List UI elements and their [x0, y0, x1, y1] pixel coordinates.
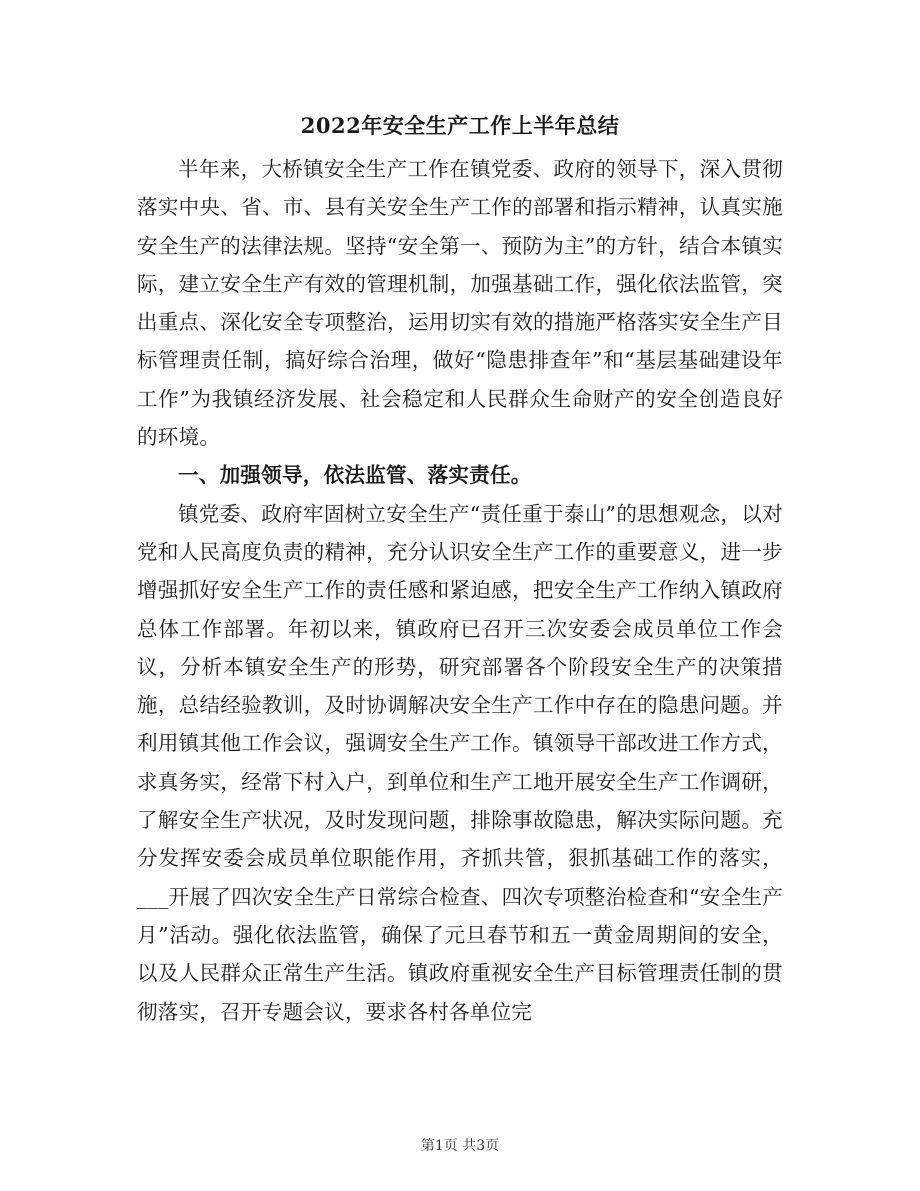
- page-number: 第1页 共3页: [420, 1138, 500, 1154]
- intro-paragraph: 半年来，大桥镇安全生产工作在镇党委、政府的领导下，深入贯彻落实中央、省、市、县有关安全生产工作的部署和指示精神，认真实施安全生产的法律法规。坚持“安全第一、预防为主”的方针，结合本镇实际，建立安全生产有效的管理机制，加强基础工作，强化依法监管，突出重点、深化安全专项整治，运用切实有效的措施严格落实安全生产目标管理责任制，搞好综合治理，做好“隐患排查年”和“基层基础建设年工作”为我镇经济发展、社会稳定和人民群众生命财产的安全创造良好的环境。: [137, 157, 783, 450]
- document-body: [137, 150, 783, 1031]
- section-1-paragraph: 镇党委、政府牢固树立安全生产“责任重于泰山”的思想观念，以对党和人民高度负责的精神，充分认识安全生产工作的重要意义，进一步增强抓好安全生产工作的责任感和紧迫感，把安全生产工作纳入镇政府总体工作部署。年初以来，镇政府已召开三次安委会成员单位工作会议，分析本镇安全生产的形势，研究部署各个阶段安全生产的决策措施，总结经验教训，及时协调解决安全生产工作中存在的隐患问题。并利用镇其他工作会议，强调安全生产工作。镇领导干部改进工作方式，求真务实，经常下村入户，到单位和生产工地开展安全生产工作调研，了解安全生产状况，及时发现问题，排除事故隐患，解决实际问题。充分发挥安委会成员单位职能作用，齐抓共管，狠抓基础工作的落实，___开展了四次安全生产日常综合检查、四次专项整治检查和“安全生产月”活动。强化依法监管，确保了元旦春节和五一黄金周期间的安全，以及人民群众正常生产生活。镇政府重视安全生产目标管理责任制的贯彻落实，召开专题会议，要求各村各单位完: [137, 501, 783, 1024]
- section-1-heading: 一、加强领导，依法监管、落实责任。: [178, 463, 532, 488]
- document-title: 2022年安全生产工作上半年总结: [300, 113, 620, 138]
